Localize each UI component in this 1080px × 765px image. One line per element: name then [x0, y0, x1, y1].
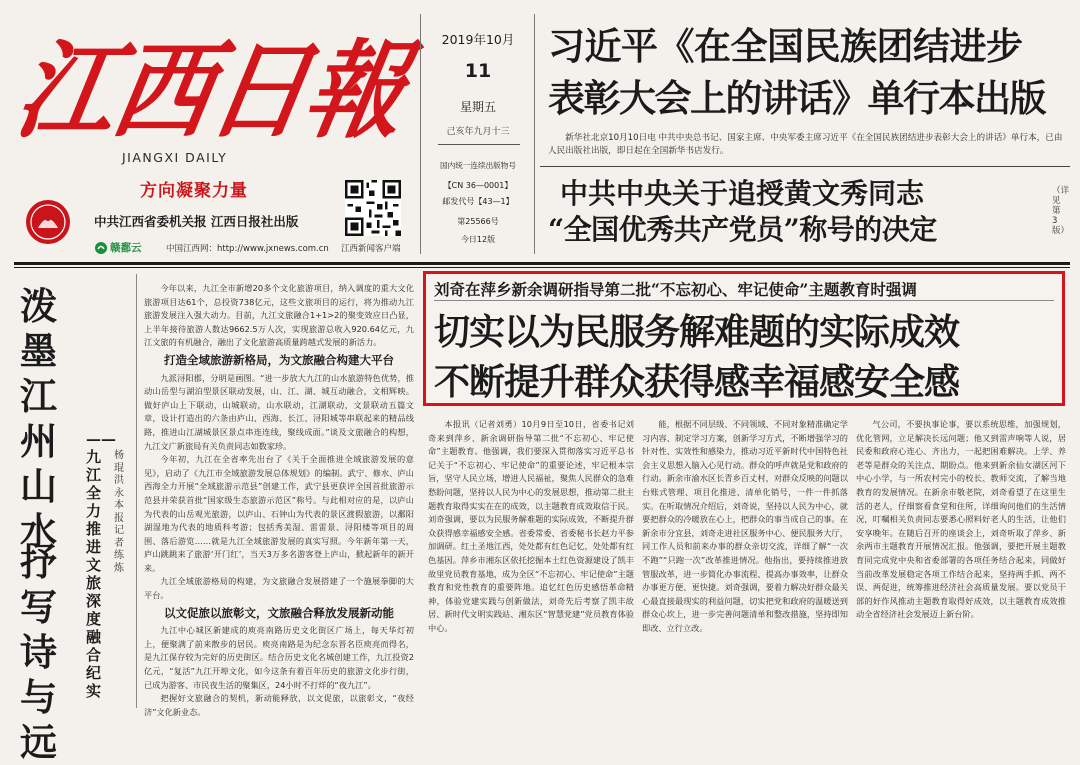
page-count: 今日12版	[460, 235, 496, 244]
qr-code-icon[interactable]	[345, 180, 401, 236]
date-day: 11	[464, 60, 492, 82]
main-story-headline-box[interactable]	[423, 271, 1065, 406]
main-story-col-3	[856, 418, 1066, 708]
slogan: 方向凝聚力量	[140, 181, 248, 201]
culture-subheading-2: 以文促旅以旅彰文，文旅融合释放发展新动能	[164, 605, 394, 620]
see-page-note: （详见第3版）	[1052, 186, 1070, 236]
culture-subheading-1: 打造全域旅游新格局，为文旅融合构建大平台	[164, 352, 394, 367]
app-name: 赣鄱云	[110, 242, 142, 254]
newspaper-seal-icon	[24, 198, 72, 246]
feature-title-b[interactable]: 抒写诗与远	[20, 540, 57, 764]
culture-para-5: 把握好文旅融合的契机，新动能释放，以文促旅，以旅彰文，“夜经济”文化新业态。	[144, 693, 414, 717]
top-story-headline-2[interactable]: 表彰大会上的讲话》单行本出版	[548, 76, 1045, 120]
culture-intro: 今年以来，九江全市新增20多个文化旅游项目，纳入调度的重大文化旅游项目达61个，总投资738亿元，这些文旅项目的运行，将为推动九江旅游发展注入强大动力。目前，九江文旅融合1+1>2的聚变效应日凸显，上半年接待旅游人数达9662.5万人次，实现旅游总收入920.64亿元，九江文旅的有机融合，融出了文化旅游高质量跨越式发展的新活力。	[144, 283, 414, 348]
logo-text: 江西日報	[7, 29, 414, 154]
top-story-headline-1[interactable]: 习近平《在全国民族团结进步	[548, 24, 1023, 68]
date-lunar: 己亥年九月十三	[446, 127, 510, 137]
feature-subtitle: ——九江全力推进文旅深度融合纪实	[86, 430, 116, 700]
culture-article	[144, 282, 414, 717]
newspaper-logo	[7, 18, 418, 158]
main-story-kicker: 刘奇在萍乡新余调研指导第二批“不忘初心、牢记使命”主题教育时强调	[434, 280, 917, 299]
main-story-headline-2[interactable]: 不断提升群众获得感幸福感安全感	[434, 361, 960, 403]
post-code: 邮发代号【43—1】	[442, 197, 514, 206]
main-story-col-1-text: 本报讯（记者刘勇）10月9日至10日，省委书记刘奇来到萍乡、新余调研指导第二批“不忘初心、牢记使命”主题教育。他强调，我们要深入贯彻落实习近平总书记关于“不忘初心、牢记使命”的重要论述，牢记根本宗旨，坚守人民立场，增进人民福祉，聚焦人民群众的急难愁盼问题，坚持以人民为中心的发展思想，推动第二批主题教育取得实实在在的成效，以主题教育成效取信于民。刘奇强调，要以为民服务解难题的实际成效，不断提升群众获得感幸福感安全感。省委常委、省委秘书长赵力平参加调研。红土圣地江西，处处都有红色记忆，处处都有红色基因。萍乡市湘东区依托挖掘本土红色资源建设了凯丰故里党员教育基地，成为全区“不忘初心、牢记使命”主题教育和党性教育的重要阵地。追忆红色历史感悟革命精神，体验党建实践与创新做法，刘奇先后考察了凯丰故居、新时代文明实践站、湘东区“智慧党建”党员教育体验中心。	[428, 419, 634, 633]
culture-para-3: 九江全域旅游格局的构建，为文旅融合发展搭建了一个施展拳脚的大平台。	[144, 576, 414, 601]
main-story-col-2	[642, 418, 848, 708]
feature-authors: 杨 琨 洪 永 本报记者 练 炼	[114, 450, 124, 574]
qr-caption: 江西新闻客户端	[341, 244, 401, 254]
cn-code: 【CN 36—0001】	[443, 181, 513, 190]
main-story-col-3-text: 气公司，不要执事论事，要以系统思维，加强规划，优化管网，立足解决长远问题；他又到雷声响等人说，居民委和政府心连心、齐出力，一起把困难解决。上学、养老等是群众的关注点、期盼点。他来到新余仙女湖区河下中心小学，与一所农村完小的校长、教师交流，了解当地教育的发展情况。在新余市敬老院，刘奇看望了在这里生活的老人，仔细察看食堂和住所，详细询问他们的生活情况，叮嘱相关负责同志要悉心照料好老人的生活，让他们安享晚年。在随后召开的座谈会上，刘奇听取了萍乡、新余两市主题教育开展情况汇报。他强调，要把开展主题教育同完成党中央和省委部署的各项任务结合起来，同做好当前改革发展稳定各项工作结合起来，坚持两手抓、两不误、两促进，统筹推进经济社会高质量发展。要以党员干部的好作风推动主题教育取得好成效，以主题教育成效推动全省经济社会发展迈上新台阶。	[856, 419, 1066, 620]
main-story-col-1	[428, 418, 634, 708]
main-story-headline-1[interactable]: 切实以为民服务解难题的实际成效	[434, 311, 960, 353]
issue-number: 第25566号	[457, 217, 499, 226]
top-story-summary: 新华社北京10月10日电 中共中央总书记、国家主席、中央军委主席习近平《在全国民族团结进步表彰大会上的讲话》单行本，已由人民出版社出版，即日起在全国新华书店发行。	[548, 133, 1063, 156]
app-logo-icon	[94, 240, 108, 254]
website-url[interactable]: 中国江西网：http://www.jxnews.com.cn	[166, 244, 329, 254]
main-story-col-2-text: 能，根据不同层级、不同领域、不同对象精准确定学习内容、制定学习方案，创新学习方式，不断增强学习的针对性、实效性和感染力，推动习近平新时代中国特色社会主义思想入脑入心见行动。群众的呼声就是党和政府的行动。新余市渝水区长青乡百丈村，对群众反映的问题以台账式管理、项目化推进、清单化销号，一件一件抓落实。在听取情况介绍后，刘奇说，坚持以人民为中心，就要把群众的冷暖放在心上，把群众的事当成自己的事。在新余市分宜县，刘奇走进社区服务中心、便民服务大厅，同工作人员和前来办事的群众亲切交流，详细了解“一次不跑”“只跑一次”改革推进情况。他指出，要持续推进放管服改革，进一步简化办事流程、提高办事效率，让群众办事更方便、更快捷。刘奇强调，要着力解决好群众最关心最直接最现实的利益问题，切实把党和政府的温暖送到群众心坎上，进一步完善问题清单和整改措施，坚持即知即改、立行立改。	[642, 419, 848, 633]
culture-para-1: 九派浔阳郡，分明是画图。“进一步放大九江的山水旅游特色优势，推动山岳型与湖泊型景区联动发展，山、江、湖、城互动融合，文相辉映。做好庐山上下联动，山城联动，山水联动，江湖联动，文景联动五篇文章，设计打造出的六条由庐山、西海、长江、浔阳城等串联起来的精品线路，推进山江湖城景区景点串连连线，聚线成面。”谈及文旅融合的构想，九江文广新旅局有关负责同志如数家珍。	[144, 372, 414, 451]
date-year-month: 2019年10月	[441, 32, 515, 47]
issn-label: 国内统一连续出版物号	[440, 161, 516, 170]
feature-title-a[interactable]: 泼墨江州山水	[20, 284, 57, 553]
culture-para-2: 今年初，九江在全省率先出台了《关于全面推进全域旅游发展的意见》，启动了《九江市全域旅游发展总体规划》的编制。武宁、修水、庐山西海全力开展“全域旅游示范县”创建工作，武宁县更获评全国首批旅游示范县并荣获首批“国家级生态旅游示范区”称号。与此相对应的是，以庐山为代表的山岳观光旅游，以庐山、石钟山为代表的景区渡假旅游，以鄱阳湖湿地为代表的地质科考游；包括秀美湿、雷雷景、浔阳楼等项目的周围、落后游览……就是九江全域旅游发展的真实写照。今年新年第一天，庐山跳跳来了旅游‘开门红’，当天3万多名游客登上庐山，掀起新年的新开来。	[144, 454, 414, 573]
second-story-headline-1[interactable]: 中共中央关于追授黄文秀同志	[560, 177, 925, 210]
second-story-headline-2[interactable]: “全国优秀共产党员”称号的决定	[548, 213, 937, 246]
logo-pinyin: JIANGXI DAILY	[122, 150, 228, 165]
culture-para-4: 九江中心城区新建成的庾亮南路历史文化街区广场上，每天华灯初上，便聚满了前来散步的居民。庾亮南路是为纪念东晋名臣庾亮而得名，是九江保存较为完好的历史街区。结合历史文化名城创建工作，九江投资2亿元，“复活”九江开埠文化，如今这条有着百年历史的旅游文化步行街，已成为游客、市民夜生活的聚集区，24小时不打烊的“夜九江”。	[144, 625, 414, 690]
publisher-line: 中共江西省委机关报 江西日报社出版	[94, 214, 299, 229]
date-weekday: 星期五	[459, 100, 496, 114]
